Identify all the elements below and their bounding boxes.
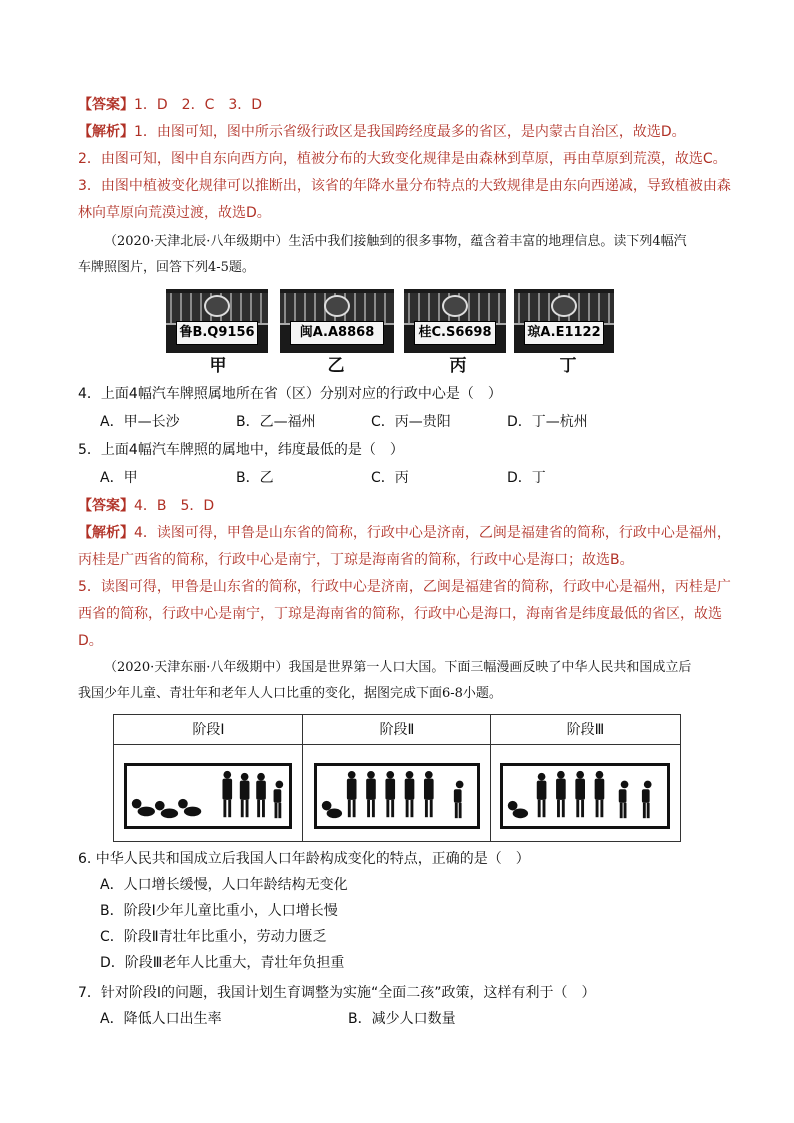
car-plate-image-jia <box>166 289 268 353</box>
car-label-ding: 丁 <box>559 356 577 376</box>
stage-header-1: 阶段Ⅰ <box>114 715 303 745</box>
car-emblem-icon <box>551 295 577 317</box>
plate-text: 鲁B.Q9156 <box>176 321 258 345</box>
answer-line-1 <box>78 95 262 115</box>
q6-option-a: A．人口增长缓慢，人口年龄结构无变化 <box>100 877 348 893</box>
analysis-tag: 【解析】 <box>78 525 134 541</box>
plate-text: 闽A.A8868 <box>290 321 384 345</box>
answer-text: 1．D 2．C 3．D <box>134 97 263 113</box>
stage-header-3: 阶段Ⅲ <box>491 715 680 745</box>
plate-text: 桂C.S6698 <box>414 321 496 345</box>
answer-text: 4．B 5．D <box>134 498 215 514</box>
q6-option-c: C．阶段Ⅱ青壮年比重小，劳动力匮乏 <box>100 929 327 945</box>
analysis-line-3: 3．由图中植被变化规律可以推断出，该省的年降水量分布特点的大致规律是由东向西递减，导致植被由森 <box>78 178 731 194</box>
stage-1-cartoon <box>124 763 292 829</box>
intro-4-5-line1: （2020·天津北辰·八年级期中）生活中我们接触到的很多事物，蕴含着丰富的地理信息。读下列4幅汽 <box>104 234 687 249</box>
car-emblem-icon <box>442 295 468 317</box>
answer-tag: 【答案】 <box>78 498 134 514</box>
q6-option-d: D．阶段Ⅲ老年人比重大，青壮年负担重 <box>100 955 345 971</box>
answer-tag: 【答案】 <box>78 97 134 113</box>
q4-option-c: C．丙—贵阳 <box>371 414 451 430</box>
q6-option-b: B．阶段Ⅰ少年儿童比重小，人口增长慢 <box>100 903 338 919</box>
population-cartoon-image <box>317 766 477 826</box>
answer-line-2 <box>78 496 214 516</box>
analysis-text: 4．读图可得，甲鲁是山东省的简称，行政中心是济南，乙闽是福建省的简称，行政中心是福州， <box>134 525 731 541</box>
q5-option-d: D．丁 <box>507 470 546 486</box>
car-label-bing: 丙 <box>449 356 467 376</box>
intro-6-8-line1: （2020·天津东丽·八年级期中）我国是世界第一人口大国。下面三幅漫画反映了中华人民共和国成立后 <box>104 660 692 675</box>
q4-option-b: B．乙—福州 <box>236 414 316 430</box>
analysis-4-line2: 丙桂是广西省的简称，行政中心是南宁，丁琼是海南省的简称，行政中心是海口；故选B。 <box>78 552 634 568</box>
question-5-stem: 5．上面4幅汽车牌照的属地中，纬度最低的是（ ） <box>78 442 404 458</box>
car-plate-image-ding <box>514 289 614 353</box>
analysis-5-line3: D。 <box>78 633 103 649</box>
intro-4-5-line2: 车牌照图片，回答下列4-5题。 <box>78 260 255 275</box>
analysis-text: 1．由图可知，图中所示省级行政区是我国跨经度最多的省区，是内蒙古自治区，故选D。 <box>134 124 686 140</box>
q5-option-c: C．丙 <box>371 470 409 486</box>
analysis-line-1 <box>78 122 686 142</box>
plate-text: 琼A.E1122 <box>524 321 604 345</box>
q5-option-a: A．甲 <box>100 470 138 486</box>
stage-3-cartoon <box>500 763 670 829</box>
q5-option-b: B．乙 <box>236 470 274 486</box>
q7-option-a: A．降低人口出生率 <box>100 1011 222 1027</box>
stage-2-cartoon <box>314 763 480 829</box>
car-emblem-icon <box>324 295 350 317</box>
question-6-stem: 6. 中华人民共和国成立后我国人口年龄构成变化的特点，正确的是（ ） <box>78 851 530 867</box>
analysis-line-2: 2．由图可知，图中自东向西方向，植被分布的大致变化规律是由森林到草原，再由草原到荒漠，故选C。 <box>78 151 727 167</box>
analysis-4-line1 <box>78 523 731 543</box>
analysis-5-line2: 西省的简称，行政中心是南宁，丁琼是海南省的简称，行政中心是海口，海南省是纬度最低的省区，故选 <box>78 606 722 622</box>
q4-option-a: A．甲—长沙 <box>100 414 180 430</box>
q4-option-d: D．丁—杭州 <box>507 414 588 430</box>
car-label-jia: 甲 <box>209 356 227 376</box>
population-cartoon-image <box>127 766 289 826</box>
car-plate-image-yi <box>280 289 394 353</box>
analysis-5-line1: 5．读图可得，甲鲁是山东省的简称，行政中心是济南，乙闽是福建省的简称，行政中心是福州，丙桂是广 <box>78 579 731 595</box>
analysis-tag: 【解析】 <box>78 124 134 140</box>
car-plate-image-bing <box>404 289 506 353</box>
stage-header-2: 阶段Ⅱ <box>303 715 491 745</box>
question-4-stem: 4．上面4幅汽车牌照属地所在省（区）分别对应的行政中心是（ ） <box>78 386 502 402</box>
population-stage-table <box>113 714 681 842</box>
question-7-stem: 7．针对阶段Ⅰ的问题，我国计划生育调整为实施“全面二孩”政策，这样有利于（ ） <box>78 985 596 1001</box>
q7-option-b: B．减少人口数量 <box>348 1011 456 1027</box>
population-cartoon-image <box>503 766 667 826</box>
intro-6-8-line2: 我国少年儿童、青壮年和老年人人口比重的变化，据图完成下面6-8小题。 <box>78 686 502 701</box>
analysis-line-3b: 林向草原向荒漠过渡，故选D。 <box>78 205 271 221</box>
car-label-yi: 乙 <box>327 356 345 376</box>
car-emblem-icon <box>204 295 230 317</box>
